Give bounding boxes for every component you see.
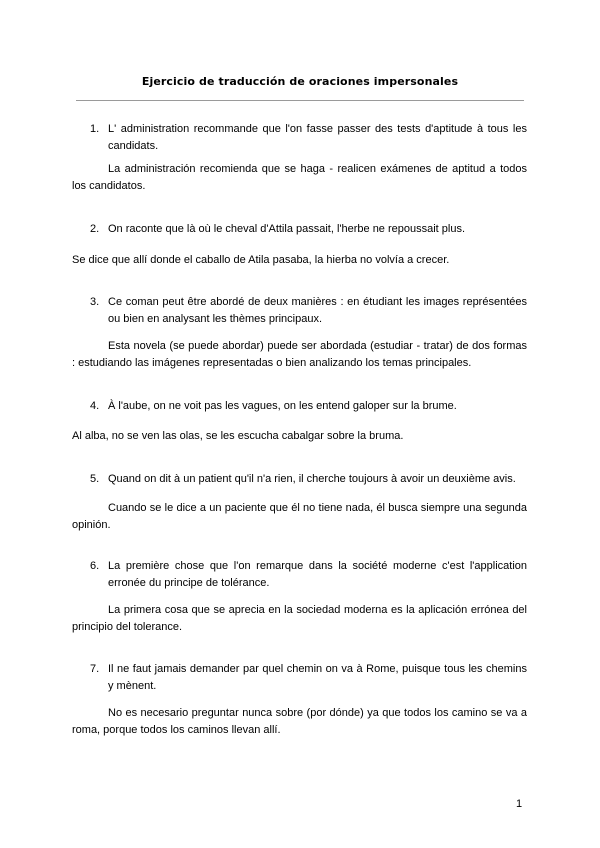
french-sentence (72, 398, 527, 415)
exercise-item-6 (72, 558, 527, 592)
title-divider (76, 100, 524, 101)
exercise-item-1 (72, 121, 527, 155)
exercise-item-4 (72, 398, 527, 415)
item-number: 3. (90, 296, 100, 308)
item-number: 1. (90, 123, 100, 135)
exercise-item-3 (72, 294, 527, 328)
translation-2 (72, 252, 527, 269)
spanish-translation: Cuando se le dice a un paciente que él no tiene nada, él busca siempre una segunda opinión. (72, 502, 527, 531)
french-sentence (72, 661, 527, 695)
french-sentence (72, 558, 527, 592)
french-text: L' administration recommande que l'on fasse passer des tests d'aptitude à tous les candidats. (108, 123, 527, 152)
spanish-translation: No es necesario preguntar nunca sobre (por dónde) ya que todos los camino se va a roma, porque todos los caminos llevan allí. (72, 707, 527, 736)
translation-5 (72, 500, 527, 534)
french-text: Ce coman peut être abordé de deux manières : en étudiant les images représentées ou bien en analysant les thèmes principaux. (108, 296, 527, 325)
item-number: 2. (90, 223, 100, 235)
french-sentence (72, 121, 527, 155)
spanish-translation: Al alba, no se ven las olas, se les escucha cabalgar sobre la bruma. (72, 430, 404, 442)
item-number: 5. (90, 473, 100, 485)
translation-1 (72, 161, 527, 195)
translation-7 (72, 705, 527, 739)
french-text: Quand on dit à un patient qu'il n'a rien, il cherche toujours à avoir un deuxième avis. (108, 473, 516, 485)
exercise-item-7 (72, 661, 527, 695)
spanish-translation: La primera cosa que se aprecia en la sociedad moderna es la aplicación errónea del principio del tolerance. (72, 604, 527, 633)
document-title: Ejercicio de traducción de oraciones impersonales (141, 75, 459, 88)
page-number: 1 (516, 798, 523, 810)
french-sentence (72, 221, 527, 238)
exercise-item-5 (72, 471, 527, 488)
french-sentence (72, 471, 527, 488)
french-text: Il ne faut jamais demander par quel chemin on va à Rome, puisque tous les chemins y mènent. (108, 663, 527, 692)
translation-4 (72, 428, 527, 445)
spanish-translation: Se dice que allí donde el caballo de Atila pasaba, la hierba no volvía a crecer. (72, 254, 450, 266)
french-text: La première chose que l'on remarque dans la société moderne c'est l'application erronée du principe de tolérance. (108, 560, 527, 589)
item-number: 4. (90, 400, 100, 412)
french-text: À l'aube, on ne voit pas les vagues, on les entend galoper sur la brume. (108, 400, 457, 412)
spanish-translation: La administración recomienda que se haga - realicen exámenes de aptitud a todos los candidatos. (72, 163, 527, 192)
spanish-translation: Esta novela (se puede abordar) puede ser abordada (estudiar - tratar) de dos formas : estudiando las imágenes representadas o bien analizando los temas principales. (72, 340, 527, 369)
translation-6 (72, 602, 527, 636)
french-text: On raconte que là où le cheval d'Attila passait, l'herbe ne repoussait plus. (108, 223, 466, 235)
exercise-item-2 (72, 221, 527, 238)
item-number: 7. (90, 663, 100, 675)
item-number: 6. (90, 560, 100, 572)
french-sentence (72, 294, 527, 328)
translation-3 (72, 338, 527, 372)
